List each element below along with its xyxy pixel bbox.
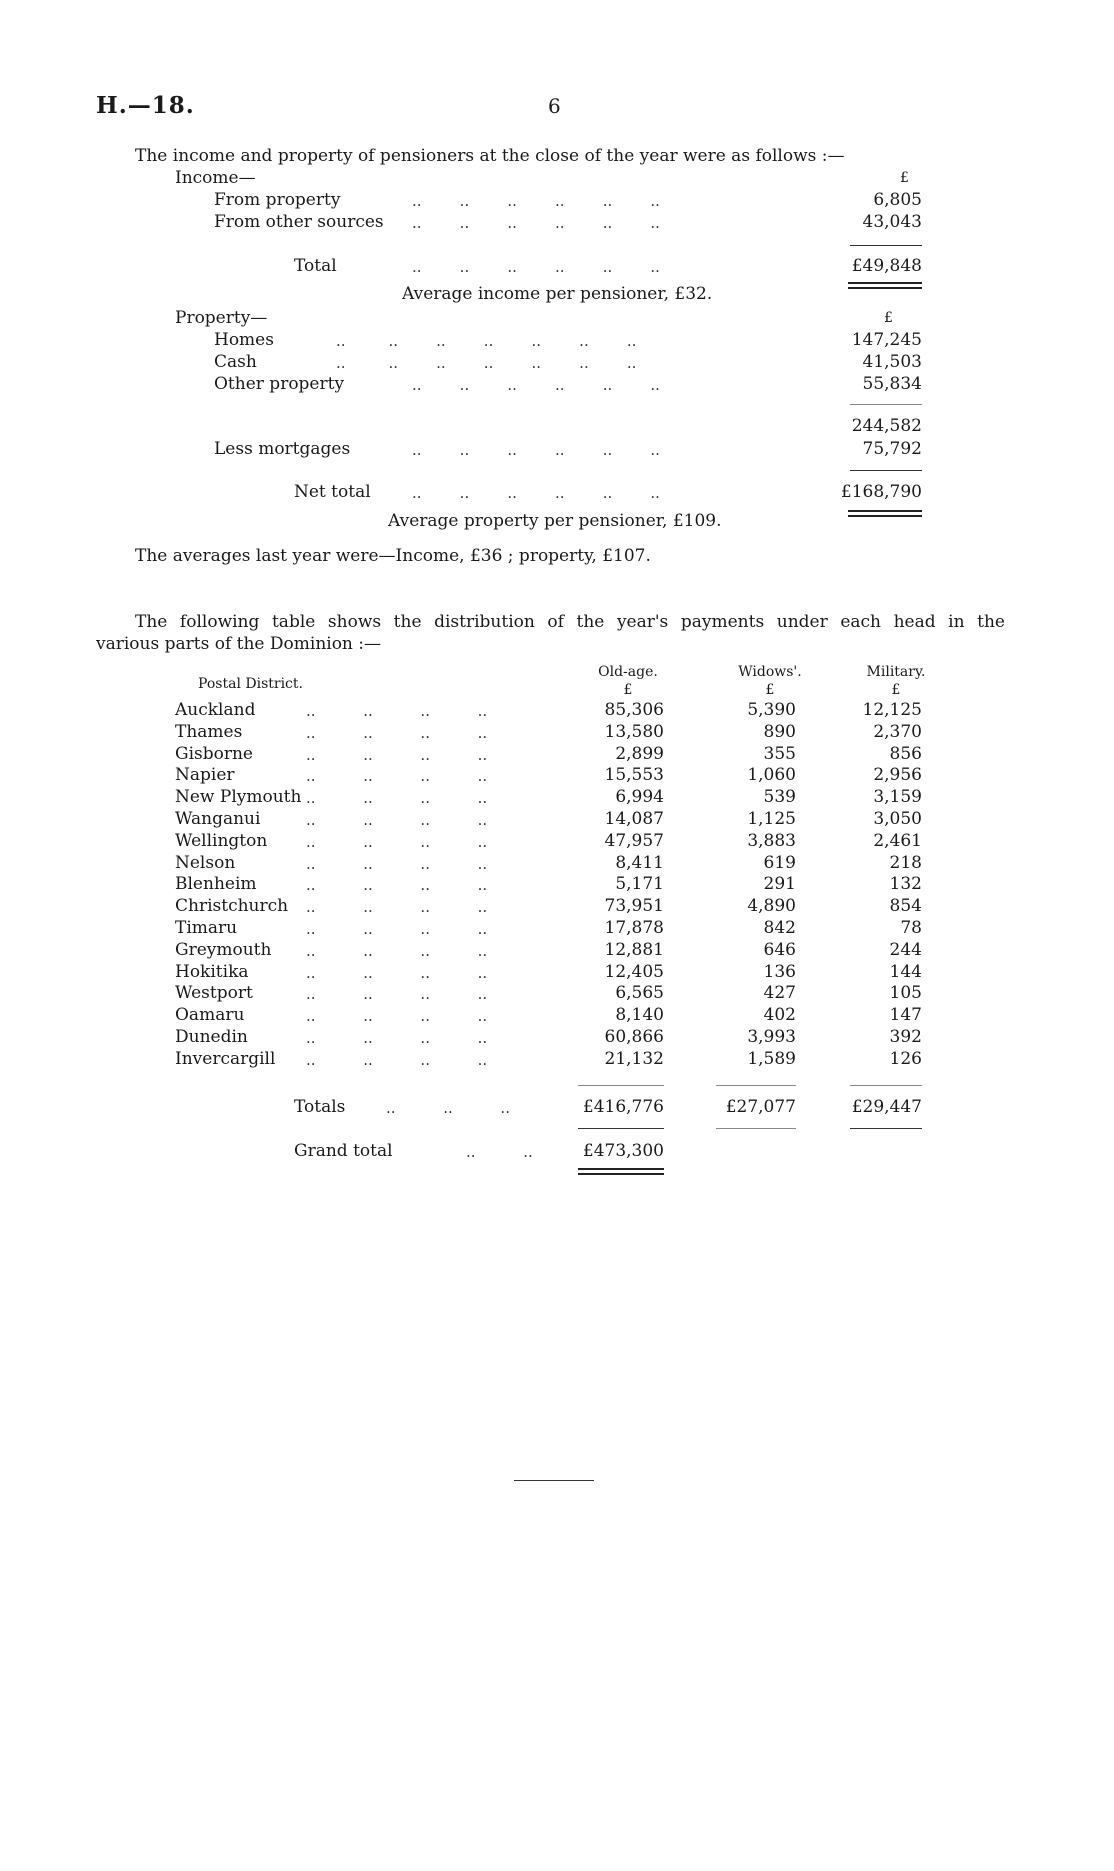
military-value: 126: [889, 1049, 922, 1069]
leader-dots: .. .. .. .. .. ..: [412, 441, 660, 459]
grand-total-value: £473,300: [582, 1141, 664, 1161]
oldage-value: 47,957: [604, 831, 664, 851]
sum-rule: [716, 1128, 796, 1129]
totals-oldage: £416,776: [582, 1097, 664, 1117]
oldage-pound-symbol: £: [623, 682, 633, 698]
district-name: New Plymouth: [175, 787, 302, 807]
leader-dots: .. .. .. ..: [306, 811, 488, 829]
district-name: Thames: [175, 722, 243, 742]
leader-dots: .. .. .. .. .. .. ..: [336, 354, 637, 372]
district-name: Christchurch: [175, 896, 289, 916]
oldage-value: 8,140: [615, 1005, 664, 1025]
military-value: 2,956: [873, 765, 922, 785]
oldage-value: 21,132: [604, 1049, 664, 1069]
widows-value: 1,589: [747, 1049, 796, 1069]
military-value: 2,370: [873, 722, 922, 742]
mortgages-label: Less mortgages: [214, 439, 351, 459]
sum-rule: [850, 245, 922, 246]
oldage-value: 8,411: [615, 853, 664, 873]
income-row-value: 6,805: [873, 190, 922, 210]
page-number: 6: [548, 94, 561, 118]
widows-value: 355: [763, 744, 796, 764]
mortgages-value: 75,792: [862, 439, 922, 459]
widows-value: 1,125: [747, 809, 796, 829]
oldage-value: 85,306: [604, 700, 664, 720]
distribution-intro-line1: The following table shows the distribution of the year's payments under each head in the: [135, 612, 1005, 632]
oldage-value: 5,171: [615, 874, 664, 894]
leader-dots: .. .. .. .. .. ..: [412, 192, 660, 210]
district-name: Napier: [175, 765, 235, 785]
district-name: Nelson: [175, 853, 236, 873]
income-row-label: From other sources: [214, 212, 384, 232]
leader-dots: .. .. .. .. .. ..: [412, 214, 660, 232]
military-value: 144: [889, 962, 922, 982]
district-name: Oamaru: [175, 1005, 245, 1025]
oldage-value: 14,087: [604, 809, 664, 829]
totals-military: £29,447: [851, 1097, 922, 1117]
leader-dots: .. .. .. .. .. ..: [412, 258, 660, 276]
oldage-value: 60,866: [604, 1027, 664, 1047]
widows-value: 3,993: [747, 1027, 796, 1047]
leader-dots: .. .. ..: [386, 1099, 510, 1117]
widows-value: 1,060: [747, 765, 796, 785]
widows-value: 136: [763, 962, 796, 982]
sum-rule: [578, 1085, 664, 1086]
widows-value: 402: [763, 1005, 796, 1025]
grand-total-label: Grand total: [294, 1141, 393, 1161]
leader-dots: .. .. .. ..: [306, 985, 488, 1003]
widows-value: 539: [763, 787, 796, 807]
sum-rule: [850, 1085, 922, 1086]
military-value: 3,050: [873, 809, 922, 829]
military-value: 105: [889, 983, 922, 1003]
totals-label: Totals: [294, 1097, 346, 1117]
double-rule: [848, 282, 922, 289]
net-total-value: £168,790: [840, 482, 922, 502]
oldage-value: 12,881: [604, 940, 664, 960]
military-value: 2,461: [873, 831, 922, 851]
military-value: 78: [900, 918, 922, 938]
property-heading: Property—: [175, 308, 268, 328]
column-header-district: Postal District.: [198, 676, 303, 692]
income-row-label: From property: [214, 190, 341, 210]
widows-value: 427: [763, 983, 796, 1003]
property-row-label: Homes: [214, 330, 274, 350]
income-total-value: £49,848: [851, 256, 922, 276]
property-row-label: Other property: [214, 374, 345, 394]
oldage-value: 12,405: [604, 962, 664, 982]
property-row-label: Cash: [214, 352, 257, 372]
widows-value: 646: [763, 940, 796, 960]
leader-dots: .. .. .. ..: [306, 964, 488, 982]
sum-rule: [850, 1128, 922, 1129]
property-subtotal: 244,582: [851, 416, 922, 436]
double-rule: [848, 510, 922, 517]
widows-value: 5,390: [747, 700, 796, 720]
district-name: Blenheim: [175, 874, 257, 894]
distribution-intro-line2: various parts of the Dominion :—: [96, 634, 382, 654]
leader-dots: .. .. .. ..: [306, 767, 488, 785]
averages-note: The averages last year were—Income, £36 ; property, £107.: [135, 546, 651, 566]
leader-dots: .. .. .. ..: [306, 833, 488, 851]
income-row-value: 43,043: [862, 212, 922, 232]
property-pound-symbol: £: [884, 310, 893, 326]
leader-dots: .. .. .. ..: [306, 855, 488, 873]
oldage-value: 6,994: [615, 787, 664, 807]
oldage-value: 17,878: [604, 918, 664, 938]
leader-dots: .. .. .. ..: [306, 746, 488, 764]
leader-dots: .. .. .. .. .. .. ..: [336, 332, 637, 350]
property-average: Average property per pensioner, £109.: [388, 511, 722, 531]
military-value: 856: [889, 744, 922, 764]
leader-dots: .. .. .. .. .. ..: [412, 484, 660, 502]
district-name: Greymouth: [175, 940, 272, 960]
widows-pound-symbol: £: [765, 682, 775, 698]
leader-dots: .. .. .. ..: [306, 724, 488, 742]
district-name: Gisborne: [175, 744, 253, 764]
column-header-military: Military.: [866, 664, 926, 680]
leader-dots: .. .. .. ..: [306, 876, 488, 894]
sum-rule: [716, 1085, 796, 1086]
column-header-oldage: Old-age.: [598, 664, 658, 680]
end-rule: [514, 1480, 594, 1481]
military-value: 218: [889, 853, 922, 873]
military-value: 132: [889, 874, 922, 894]
military-value: 244: [889, 940, 922, 960]
leader-dots: .. .. .. ..: [306, 702, 488, 720]
income-pound-symbol: £: [900, 170, 909, 186]
district-name: Hokitika: [175, 962, 249, 982]
military-value: 392: [889, 1027, 922, 1047]
property-row-value: 147,245: [851, 330, 922, 350]
widows-value: 890: [763, 722, 796, 742]
sum-rule: [850, 470, 922, 471]
leader-dots: .. .. .. ..: [306, 1007, 488, 1025]
widows-value: 3,883: [747, 831, 796, 851]
leader-dots: .. .. .. ..: [306, 1051, 488, 1069]
leader-dots: .. .. .. ..: [306, 789, 488, 807]
widows-value: 619: [763, 853, 796, 873]
district-name: Auckland: [175, 700, 256, 720]
income-heading: Income—: [175, 168, 256, 188]
document-reference: H.—18.: [96, 92, 195, 119]
totals-widows: £27,077: [725, 1097, 796, 1117]
oldage-value: 73,951: [604, 896, 664, 916]
sum-rule: [850, 404, 922, 405]
property-row-value: 41,503: [862, 352, 922, 372]
military-pound-symbol: £: [891, 682, 901, 698]
district-name: Wanganui: [175, 809, 261, 829]
district-name: Wellington: [175, 831, 268, 851]
leader-dots: .. .. .. ..: [306, 1029, 488, 1047]
leader-dots: .. .. .. ..: [306, 942, 488, 960]
column-header-widows: Widows'.: [738, 664, 802, 680]
district-name: Westport: [175, 983, 253, 1003]
oldage-value: 13,580: [604, 722, 664, 742]
leader-dots: .. .. .. .. .. ..: [412, 376, 660, 394]
income-intro: The income and property of pensioners at the close of the year were as follows :—: [135, 146, 845, 166]
district-name: Timaru: [175, 918, 238, 938]
military-value: 3,159: [873, 787, 922, 807]
double-rule: [578, 1168, 664, 1175]
widows-value: 842: [763, 918, 796, 938]
widows-value: 291: [763, 874, 796, 894]
property-row-value: 55,834: [862, 374, 922, 394]
district-name: Dunedin: [175, 1027, 248, 1047]
oldage-value: 6,565: [615, 983, 664, 1003]
leader-dots: .. .. .. ..: [306, 920, 488, 938]
sum-rule: [578, 1128, 664, 1129]
military-value: 854: [889, 896, 922, 916]
net-total-label: Net total: [294, 482, 371, 502]
military-value: 12,125: [862, 700, 922, 720]
district-name: Invercargill: [175, 1049, 276, 1069]
leader-dots: .. .. .. ..: [306, 898, 488, 916]
leader-dots: .. ..: [466, 1143, 533, 1161]
oldage-value: 15,553: [604, 765, 664, 785]
oldage-value: 2,899: [615, 744, 664, 764]
income-average: Average income per pensioner, £32.: [402, 284, 713, 304]
income-total-label: Total: [294, 256, 337, 276]
widows-value: 4,890: [747, 896, 796, 916]
military-value: 147: [889, 1005, 922, 1025]
